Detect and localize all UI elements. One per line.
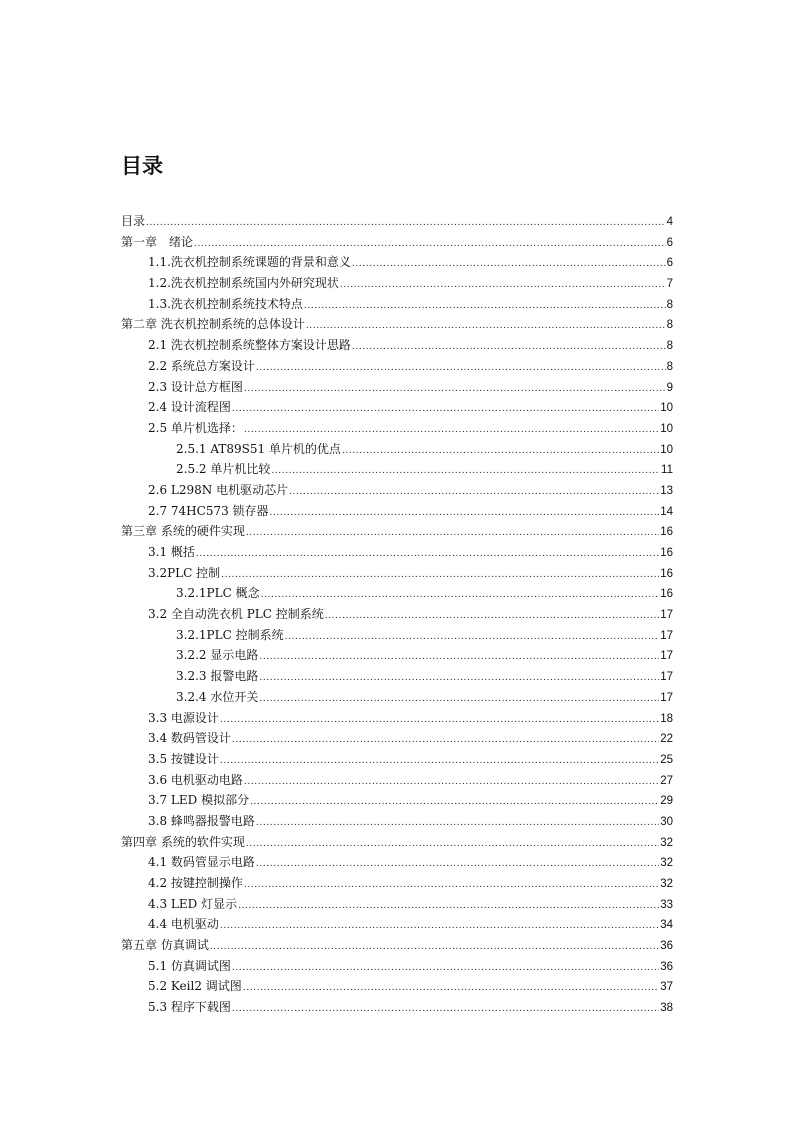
toc-entry[interactable] <box>121 915 673 936</box>
toc-entry[interactable] <box>121 253 673 274</box>
toc-entry-title: 1.3.洗衣机控制系统技术特点 <box>148 296 303 311</box>
toc-entry-title: 3.2.4 水位开关 <box>176 689 259 704</box>
toc-entry[interactable] <box>121 977 673 998</box>
toc-entry-page: 17 <box>660 650 673 663</box>
table-of-contents <box>121 212 673 1019</box>
toc-entry-page: 32 <box>660 836 673 849</box>
toc-entry-page: 10 <box>660 402 673 415</box>
toc-entry-page: 6 <box>666 236 673 249</box>
toc-entry[interactable] <box>121 398 673 419</box>
toc-entry-title: 第五章 仿真调试 <box>121 938 209 953</box>
toc-leader-dots <box>232 735 659 745</box>
toc-entry-title: 5.2 Keil2 调试图 <box>148 979 242 994</box>
toc-entry-title: 2.6 L298N 电机驱动芯片 <box>148 482 289 497</box>
toc-entry[interactable] <box>121 626 673 647</box>
toc-leader-dots <box>244 425 659 435</box>
toc-entry-page: 17 <box>660 671 673 684</box>
toc-entry-page: 10 <box>660 443 673 456</box>
toc-entry-title: 1.2.洗衣机控制系统国内外研究现状 <box>148 276 339 291</box>
toc-leader-dots <box>340 280 666 290</box>
toc-leader-dots <box>289 487 659 497</box>
toc-entry-page: 14 <box>660 505 673 518</box>
toc-entry-title: 2.5.2 单片机比较 <box>176 462 271 477</box>
toc-entry[interactable] <box>121 502 673 523</box>
toc-entry[interactable] <box>121 233 673 254</box>
toc-entry[interactable] <box>121 481 673 502</box>
toc-leader-dots <box>232 1004 659 1014</box>
toc-entry[interactable] <box>121 853 673 874</box>
toc-entry[interactable] <box>121 646 673 667</box>
toc-entry-title: 3.5 按键设计 <box>148 751 219 766</box>
toc-entry-page: 30 <box>660 815 673 828</box>
toc-entry-title: 2.4 设计流程图 <box>148 400 231 415</box>
toc-entry[interactable] <box>121 771 673 792</box>
toc-entry-title: 第一章 绪论 <box>121 234 194 249</box>
toc-entry-title: 1.1.洗衣机控制系统课题的背景和意义 <box>148 255 351 270</box>
toc-entry[interactable] <box>121 522 673 543</box>
toc-leader-dots <box>352 259 666 269</box>
toc-entry-title: 目录 <box>121 214 146 228</box>
toc-leader-dots <box>352 342 666 352</box>
toc-entry-title: 3.4 数码管设计 <box>148 731 231 746</box>
toc-entry-title: 5.1 仿真调试图 <box>148 958 231 973</box>
toc-entry[interactable] <box>121 812 673 833</box>
toc-entry-page: 34 <box>660 919 673 932</box>
toc-entry[interactable] <box>121 378 673 399</box>
toc-entry-title: 3.6 电机驱动电路 <box>148 772 243 787</box>
toc-leader-dots <box>210 942 659 952</box>
toc-entry-page: 11 <box>661 464 673 477</box>
toc-entry[interactable] <box>121 440 673 461</box>
toc-entry-title: 2.5.1 AT89S51 单片机的优点 <box>176 441 341 456</box>
toc-entry[interactable] <box>121 543 673 564</box>
toc-leader-dots <box>285 632 660 642</box>
toc-entry-page: 6 <box>666 257 673 270</box>
toc-leader-dots <box>256 363 666 373</box>
toc-leader-dots <box>243 983 659 993</box>
toc-leader-dots <box>259 652 659 662</box>
toc-entry-page: 17 <box>660 629 673 642</box>
toc-entry-title: 3.3 电源设计 <box>148 710 219 725</box>
toc-leader-dots <box>220 715 659 725</box>
toc-entry-page: 10 <box>660 422 673 435</box>
toc-entry-page: 18 <box>660 712 673 725</box>
toc-entry[interactable] <box>121 957 673 978</box>
toc-entry-page: 38 <box>660 1002 673 1015</box>
toc-entry[interactable] <box>121 709 673 730</box>
toc-entry-page: 13 <box>660 484 673 497</box>
toc-entry-title: 4.4 电机驱动 <box>148 917 219 932</box>
toc-leader-dots <box>271 466 660 476</box>
toc-entry-page: 16 <box>660 526 673 539</box>
toc-entry[interactable] <box>121 336 673 357</box>
toc-leader-dots <box>325 611 659 621</box>
toc-entry-page: 27 <box>660 774 673 787</box>
toc-leader-dots <box>342 446 659 456</box>
toc-entry[interactable] <box>121 750 673 771</box>
toc-entry[interactable] <box>121 998 673 1019</box>
toc-leader-dots <box>246 839 659 849</box>
toc-entry-page: 17 <box>660 609 673 622</box>
toc-leader-dots <box>238 901 659 911</box>
toc-leader-dots <box>256 818 659 828</box>
toc-entry-page: 8 <box>666 360 673 373</box>
toc-entry[interactable] <box>121 895 673 916</box>
toc-leader-dots <box>246 528 659 538</box>
toc-entry[interactable] <box>121 667 673 688</box>
toc-entry-title: 第四章 系统的软件实现 <box>121 834 245 849</box>
toc-entry-title: 3.2.1PLC 控制系统 <box>176 627 284 642</box>
toc-entry[interactable] <box>121 295 673 316</box>
toc-leader-dots <box>261 590 660 600</box>
toc-entry[interactable] <box>121 419 673 440</box>
toc-entry[interactable] <box>121 564 673 585</box>
toc-entry-title: 3.2PLC 控制 <box>148 565 221 580</box>
toc-leader-dots <box>259 694 659 704</box>
toc-entry-title: 5.3 程序下载图 <box>148 1000 231 1015</box>
toc-entry[interactable] <box>121 936 673 957</box>
toc-entry-title: 3.2.3 报警电路 <box>176 669 259 684</box>
toc-entry-page: 8 <box>666 340 673 353</box>
toc-entry[interactable] <box>121 315 673 336</box>
toc-entry-page: 36 <box>660 940 673 953</box>
toc-leader-dots <box>306 321 666 331</box>
toc-entry[interactable] <box>121 874 673 895</box>
toc-entry-title: 2.7 74HC573 锁存器 <box>148 503 269 518</box>
toc-leader-dots <box>259 673 659 683</box>
toc-entry-page: 17 <box>660 691 673 704</box>
toc-entry-title: 第二章 洗衣机控制系统的总体设计 <box>121 317 305 332</box>
toc-leader-dots <box>232 963 659 973</box>
toc-leader-dots <box>232 404 659 414</box>
toc-leader-dots <box>244 384 666 394</box>
toc-entry-page: 16 <box>660 567 673 580</box>
toc-entry-title: 2.1 洗衣机控制系统整体方案设计思路 <box>148 338 351 353</box>
toc-entry[interactable] <box>121 274 673 295</box>
toc-entry-title: 第三章 系统的硬件实现 <box>121 524 245 539</box>
toc-entry-page: 29 <box>660 795 673 808</box>
toc-entry-page: 33 <box>660 898 673 911</box>
toc-entry[interactable] <box>121 791 673 812</box>
toc-entry-title: 3.7 LED 模拟部分 <box>148 793 250 808</box>
toc-entry-page: 22 <box>660 733 673 746</box>
toc-entry-page: 16 <box>660 547 673 559</box>
toc-entry[interactable] <box>121 833 673 854</box>
toc-leader-dots <box>244 777 659 787</box>
toc-entry-page: 8 <box>666 298 673 311</box>
toc-leader-dots <box>146 218 666 228</box>
page-title: 目录 <box>121 154 163 178</box>
toc-entry-title: 3.8 蜂鸣器报警电路 <box>148 813 255 828</box>
toc-leader-dots <box>221 570 659 580</box>
toc-entry-title: 2.3 设计总方框图 <box>148 379 243 394</box>
toc-entry[interactable] <box>121 688 673 709</box>
toc-entry[interactable] <box>121 212 673 233</box>
toc-entry[interactable] <box>121 729 673 750</box>
toc-entry-title: 2.2 系统总方案设计 <box>148 358 255 373</box>
toc-entry-title: 2.5 单片机选择： <box>148 420 243 435</box>
toc-leader-dots <box>250 797 659 807</box>
toc-entry-page: 32 <box>660 878 673 890</box>
toc-entry[interactable] <box>121 605 673 626</box>
toc-entry-page: 32 <box>660 857 673 870</box>
toc-entry-title: 3.2.2 显示电路 <box>176 648 259 663</box>
toc-entry-title: 3.2 全自动洗衣机 PLC 控制系统 <box>148 607 324 622</box>
toc-leader-dots <box>256 859 659 869</box>
toc-leader-dots <box>244 880 659 890</box>
toc-entry-page: 37 <box>660 981 673 994</box>
toc-entry-title: 4.3 LED 灯显示 <box>148 896 238 911</box>
toc-leader-dots <box>220 756 659 766</box>
toc-entry-title: 4.1 数码管显示电路 <box>148 855 255 870</box>
toc-leader-dots <box>196 549 659 559</box>
toc-leader-dots <box>194 239 666 249</box>
toc-leader-dots <box>270 508 660 518</box>
toc-leader-dots <box>220 921 659 931</box>
toc-entry-page: 7 <box>666 278 673 291</box>
toc-entry-page: 8 <box>666 319 673 332</box>
toc-entry[interactable] <box>121 460 673 481</box>
toc-entry-title: 4.2 按键控制操作 <box>148 876 243 890</box>
toc-entry-page: 9 <box>666 381 673 394</box>
toc-entry[interactable] <box>121 584 673 605</box>
toc-entry-page: 4 <box>666 216 673 228</box>
toc-leader-dots <box>304 301 666 311</box>
toc-entry-title: 3.2.1PLC 概念 <box>176 586 260 601</box>
toc-entry[interactable] <box>121 357 673 378</box>
toc-entry-page: 16 <box>660 588 673 601</box>
toc-entry-page: 25 <box>660 753 673 766</box>
toc-entry-title: 3.1 概括 <box>148 545 195 559</box>
toc-entry-page: 36 <box>660 960 673 973</box>
